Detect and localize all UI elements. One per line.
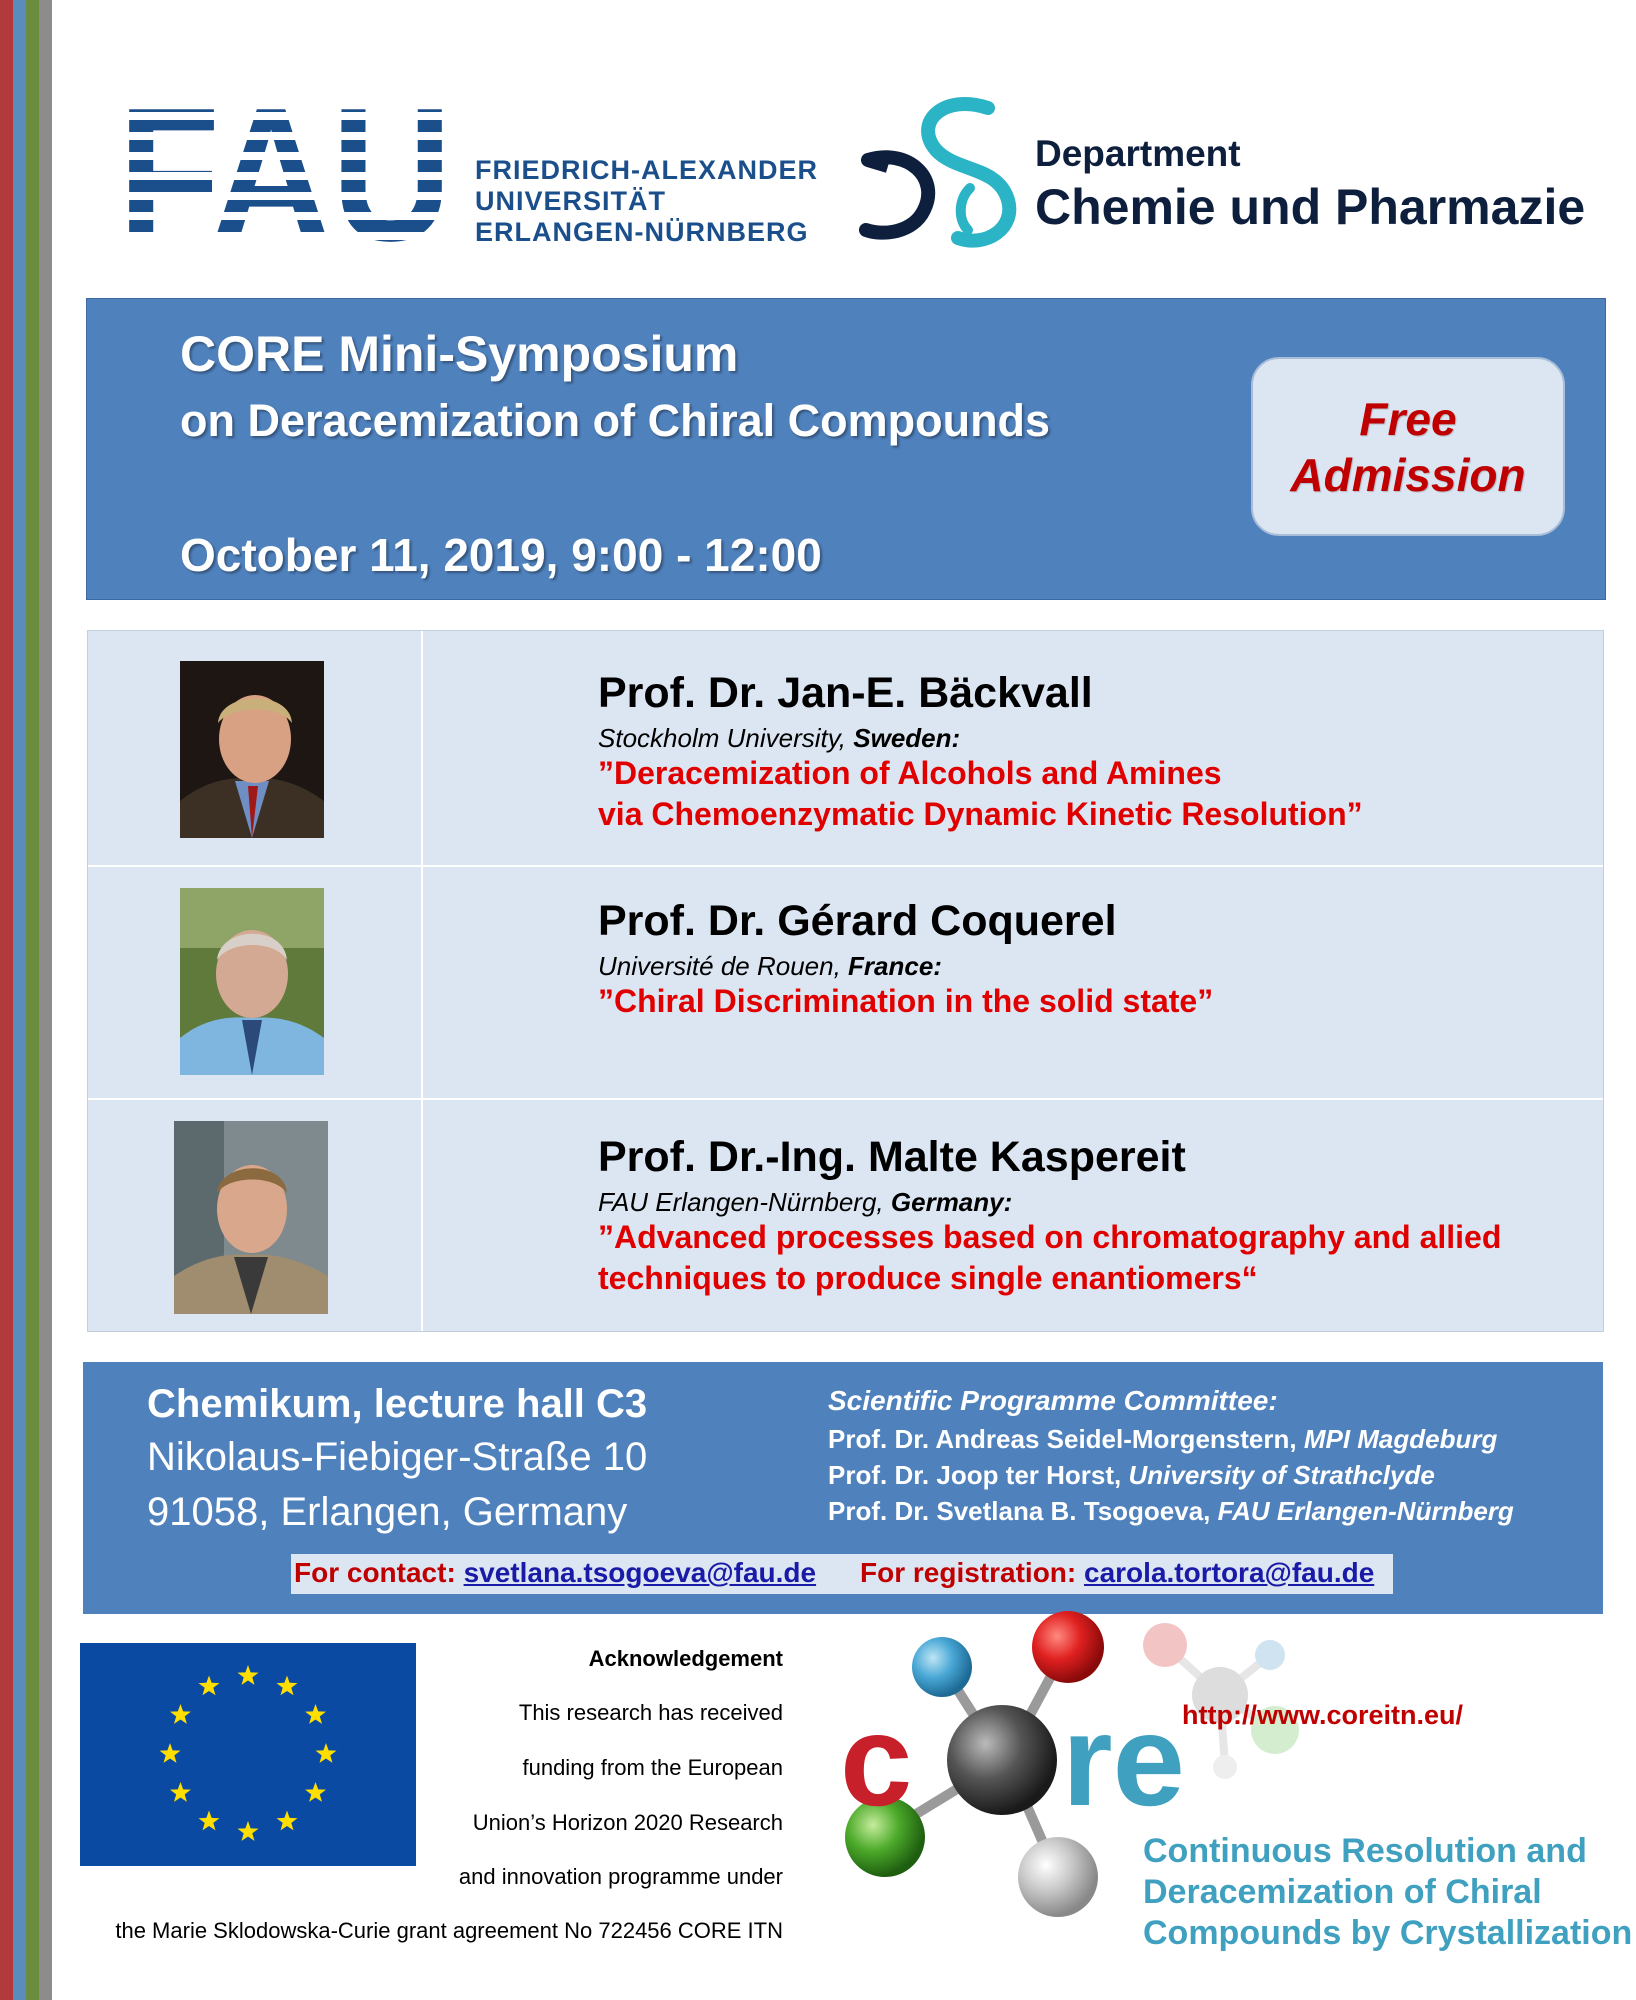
talk-title-line1: ”Deracemization of Alcohols and Amines (598, 755, 1222, 791)
committee-member (828, 1496, 1514, 1527)
talk-title-line2: via Chemoenzymatic Dynamic Kinetic Resolution” (598, 796, 1363, 832)
speaker-name: Prof. Dr. Gérard Coquerel (598, 897, 1117, 945)
member-org: University of Strathclyde (1128, 1460, 1435, 1490)
speaker-name: Prof. Dr. Jan-E. Bäckvall (598, 669, 1093, 717)
symposium-title: CORE Mini-Symposium (180, 326, 739, 382)
speakers-table (87, 630, 1604, 1332)
column-divider (421, 631, 423, 1331)
affiliation-text: Stockholm University, (598, 723, 847, 753)
speaker-photo-coquerel (180, 888, 324, 1075)
registration-label: For registration: (860, 1557, 1077, 1588)
talk-title (598, 981, 1213, 1022)
speaker-name: Prof. Dr.-Ing. Malte Kaspereit (598, 1133, 1186, 1181)
core-url-link[interactable]: http://www.coreitn.eu/ (1182, 1700, 1463, 1730)
acknowledgement-title: Acknowledgement (588, 1646, 783, 1671)
row-divider (88, 865, 1603, 867)
talk-title (598, 753, 1363, 835)
talk-title-line1: ”Chiral Discrimination in the solid state” (598, 983, 1214, 1019)
badge-line2: Admission (1290, 448, 1526, 501)
member-org: MPI Magdeburg (1303, 1424, 1498, 1454)
core-tagline-line2: Deracemization of Chiral (1143, 1873, 1542, 1911)
department-label: Department (1035, 133, 1241, 174)
badge-line1: Free (1359, 392, 1457, 445)
member-name: Prof. Dr. Svetlana B. Tsogoeva, (828, 1496, 1211, 1526)
stripe-red (0, 0, 13, 2000)
stripe-blue (13, 0, 26, 2000)
acknowledgement-line: This research has received (518, 1700, 783, 1725)
speaker-photo-backvall (180, 661, 324, 838)
member-org: FAU Erlangen-Nürnberg (1217, 1496, 1514, 1526)
acknowledgement-line: funding from the European (522, 1755, 783, 1780)
contact-label: For contact: (294, 1557, 456, 1588)
stripe-green (26, 0, 39, 2000)
member-name: Prof. Dr. Joop ter Horst, (828, 1460, 1122, 1490)
affiliation-country: Sweden: (853, 723, 961, 753)
contact-info (294, 1557, 816, 1589)
committee-member (828, 1460, 1435, 1491)
core-tagline-line3: Compounds by Crystallization (1143, 1914, 1633, 1952)
speaker-affiliation (598, 723, 960, 754)
talk-title (598, 1217, 1501, 1299)
department-logo (858, 88, 1018, 250)
talk-title-line1: ”Advanced processes based on chromatography and allied (598, 1219, 1502, 1255)
fau-logo (118, 100, 452, 246)
member-name: Prof. Dr. Andreas Seidel-Morgenstern, (828, 1424, 1297, 1454)
committee-title: Scientific Programme Committee: (828, 1385, 1278, 1416)
acknowledgement-line: and innovation programme under (458, 1864, 783, 1889)
affiliation-country: France: (848, 951, 942, 981)
stripe-gray (39, 0, 52, 2000)
core-tagline-line1: Continuous Resolution and (1143, 1832, 1587, 1870)
registration-info (860, 1557, 1374, 1589)
venue-name: Chemikum, lecture hall C3 (147, 1382, 648, 1426)
affiliation-text: FAU Erlangen-Nürnberg, (598, 1187, 884, 1217)
speaker-photo-kaspereit (174, 1121, 328, 1314)
talk-title-line2: techniques to produce single enantiomers“ (598, 1260, 1258, 1296)
row-divider (88, 1098, 1603, 1100)
core-letter-c: c (840, 1687, 913, 1833)
speaker-affiliation (598, 951, 942, 982)
university-name-line1: FRIEDRICH-ALEXANDER (475, 155, 818, 185)
committee-member (828, 1424, 1497, 1455)
university-name (475, 155, 818, 248)
department-name: Chemie und Pharmazie (1035, 179, 1586, 235)
contact-email-link[interactable]: svetlana.tsogoeva@fau.de (463, 1557, 817, 1588)
core-letters-re: re (1062, 1687, 1185, 1833)
university-name-line3: ERLANGEN-NÜRNBERG (475, 217, 809, 247)
affiliation-text: Université de Rouen, (598, 951, 841, 981)
acknowledgement-line: Union’s Horizon 2020 Research (472, 1810, 783, 1835)
affiliation-country: Germany: (890, 1187, 1013, 1217)
eu-flag (80, 1643, 416, 1866)
venue-city: 91058, Erlangen, Germany (147, 1490, 628, 1534)
speaker-affiliation (598, 1187, 1012, 1218)
university-name-line2: UNIVERSITÄT (475, 186, 667, 216)
free-admission-badge (1251, 357, 1565, 536)
acknowledgement-line: the Marie Sklodowska-Curie grant agreement No 722456 CORE ITN (115, 1918, 783, 1943)
registration-email-link[interactable]: carola.tortora@fau.de (1084, 1557, 1375, 1588)
symposium-date: October 11, 2019, 9:00 - 12:00 (180, 529, 822, 581)
venue-street: Nikolaus-Fiebiger-Straße 10 (147, 1435, 648, 1479)
symposium-subtitle: on Deracemization of Chiral Compounds (180, 395, 1051, 446)
